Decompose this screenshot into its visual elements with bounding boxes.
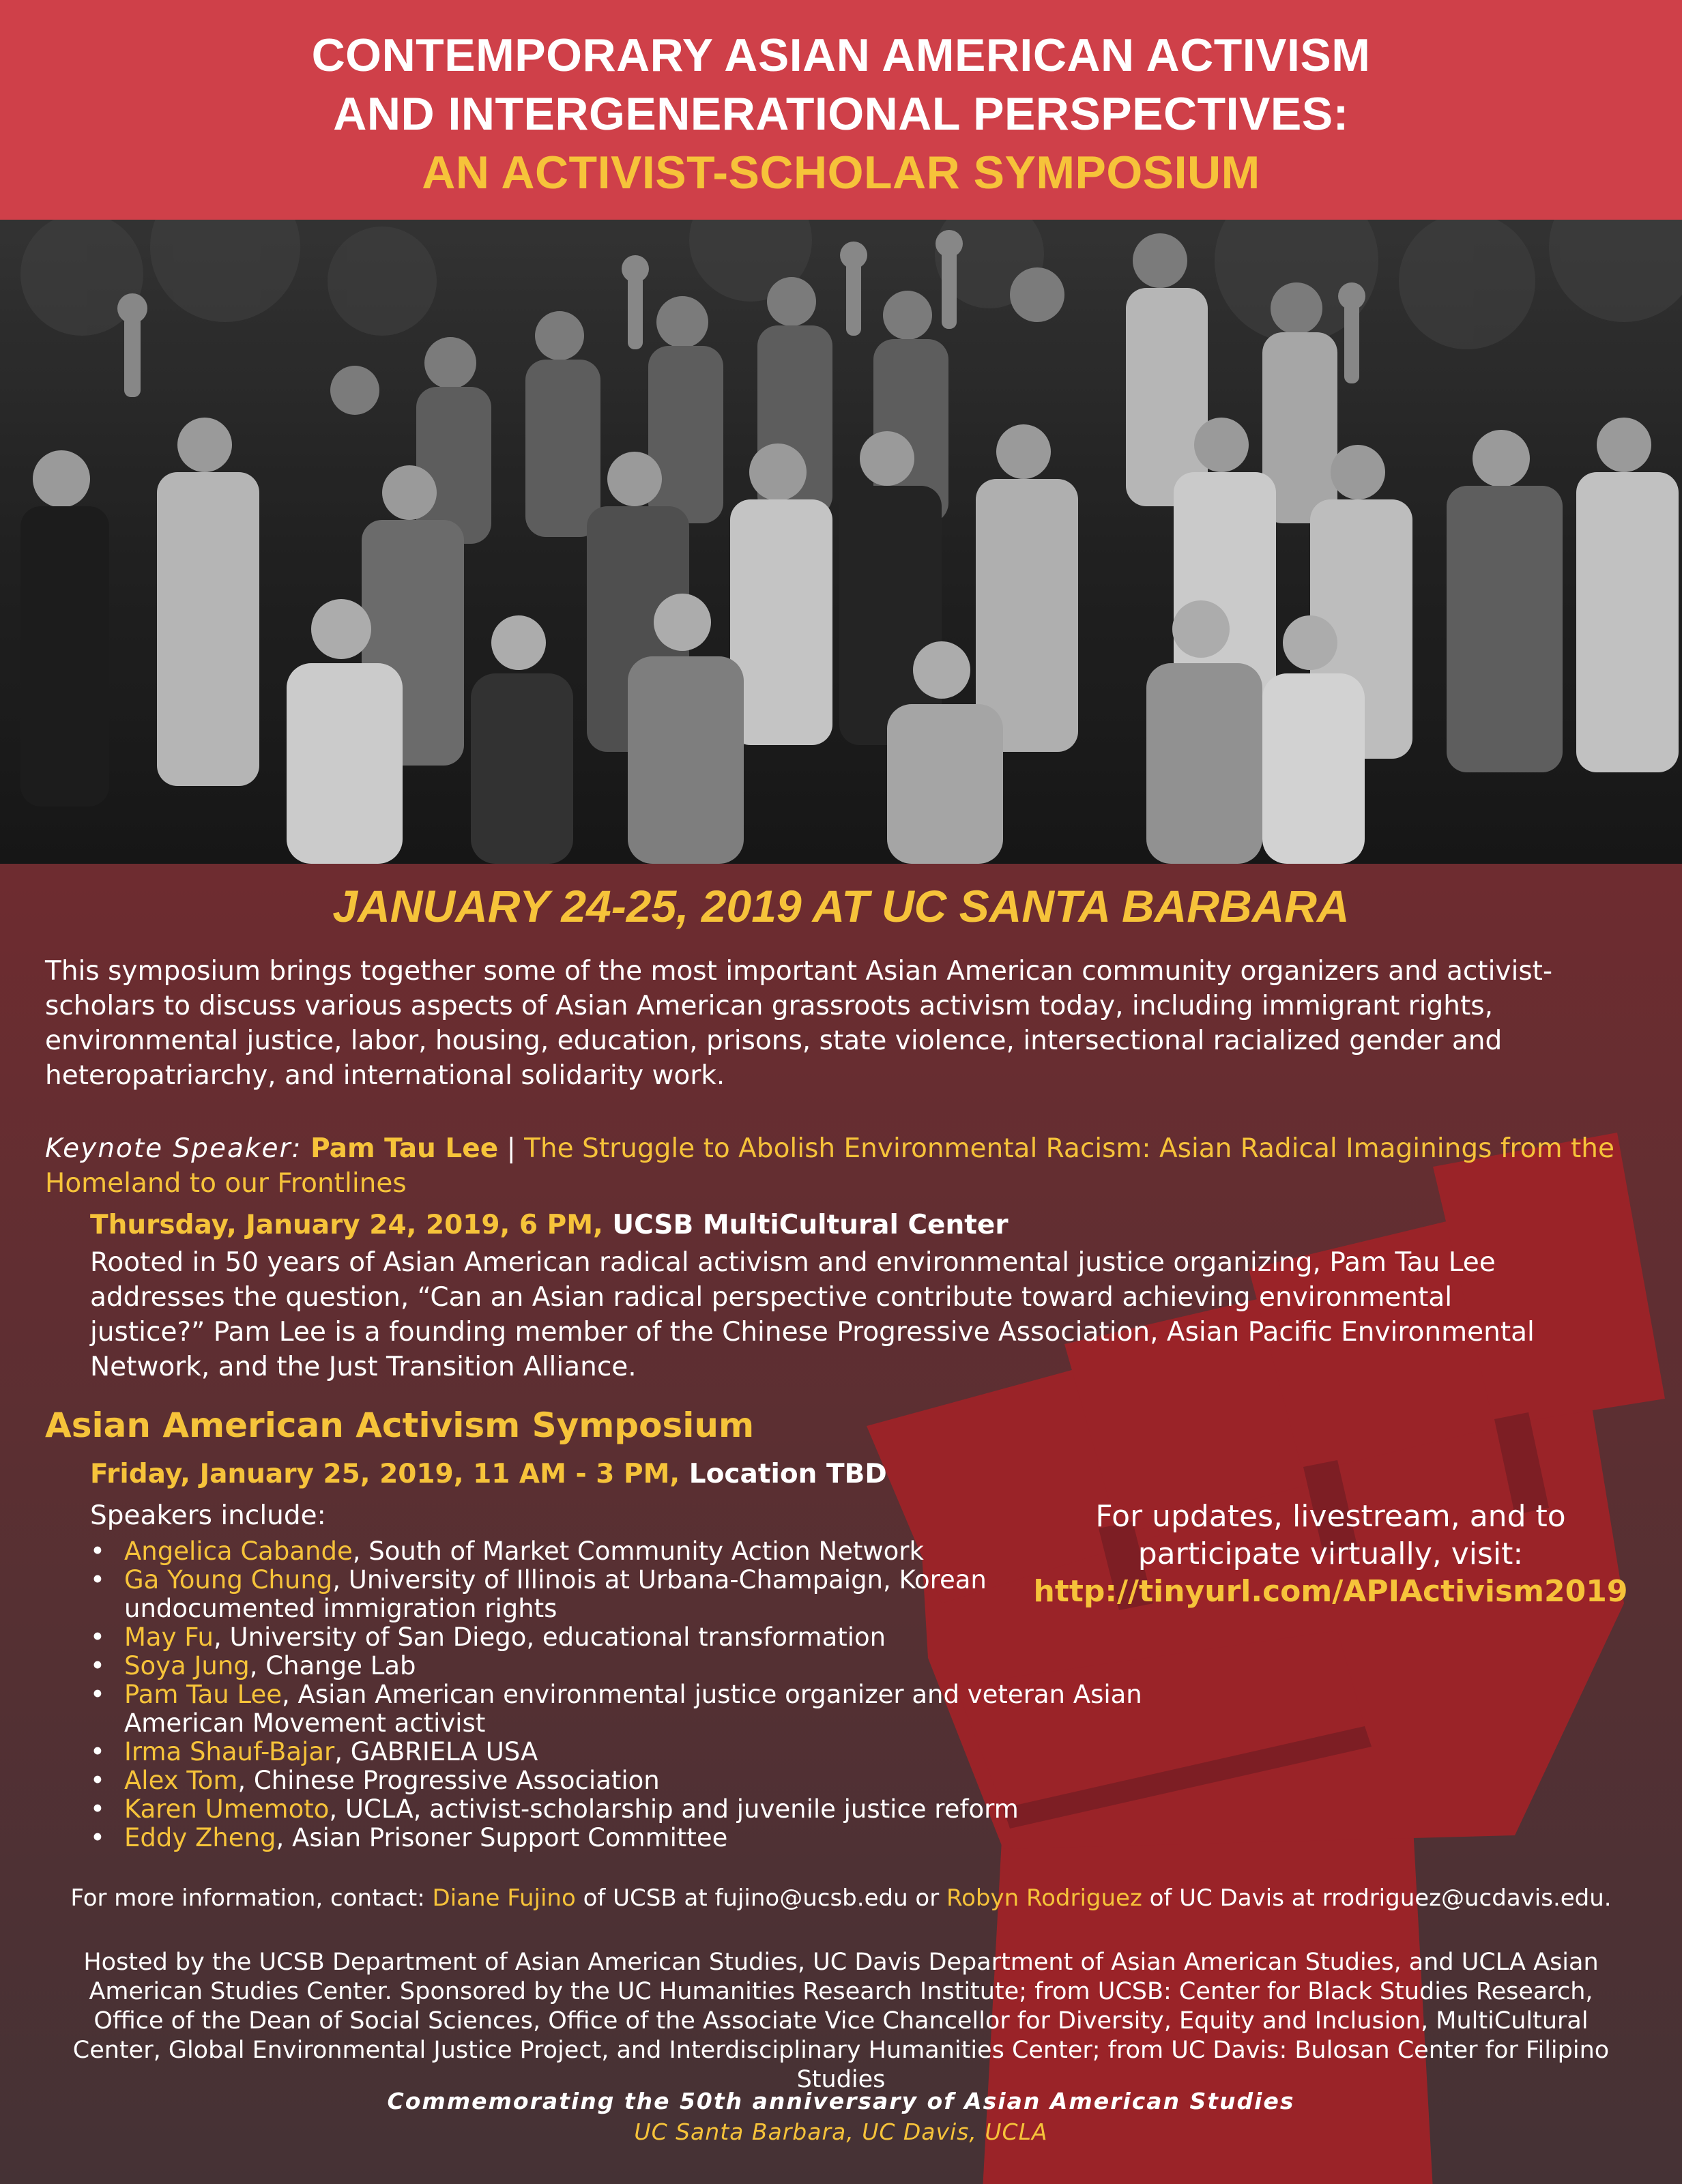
contact-email-1: of UCSB at fujino@ucsb.edu or — [575, 1884, 947, 1912]
list-item — [90, 1795, 1182, 1824]
keynote-line — [45, 1131, 1642, 1201]
contact-name-2: Robyn Rodriguez — [946, 1884, 1142, 1912]
speaker-affiliation: , Asian Prisoner Support Committee — [276, 1823, 728, 1852]
speaker-name: Angelica Cabande — [124, 1537, 353, 1566]
updates-line-2: participate virtually, visit: — [1137, 1537, 1524, 1571]
contact-email-2: of UC Davis at rrodriguez@ucdavis.edu. — [1142, 1884, 1612, 1912]
group-photo-illustration — [0, 220, 1682, 864]
hosts-sponsors-paragraph: Hosted by the UCSB Department of Asian American Studies, UC Davis Department of Asian American Studies, and UCLA Asian American Studies Center. Sponsored by the UC Humanities Research Institute; from UCSB: Center for Black Studies Research, Office of the Dean of Social Sciences, Office of the Associate Vice Chancellor for Diversity, Equity and Inclusion, MultiCultural Center, Global Environmental Justice Project, and Interdisciplinary Humanities Center; from UC Davis: Bulosan Center for Filipino Studies — [72, 1949, 1610, 2093]
speaker-affiliation: , Chinese Progressive Association — [237, 1766, 660, 1795]
speaker-affiliation: , University of San Diego, educational transformation — [213, 1622, 886, 1652]
contact-prefix: For more information, contact: — [70, 1884, 433, 1912]
keynote-label: Keynote Speaker: — [45, 1133, 302, 1164]
contact-name-1: Diane Fujino — [432, 1884, 576, 1912]
updates-line-1: For updates, livestream, and to — [1095, 1499, 1566, 1534]
symposium-location: Location TBD — [688, 1459, 887, 1489]
keynote-description: Rooted in 50 years of Asian American radical activism and environmental justice organizing, Pam Tau Lee addresses the question, “Can an Asian radical perspective contribute toward achieving environmental justice?” Pam Lee is a founding member of the Chinese Progressive Association, Asian Pacific Environmental Network, and the Just Transition Alliance. — [90, 1247, 1535, 1382]
keynote-datetime-line — [90, 1208, 1557, 1242]
campuses-line: UC Santa Barbara, UC Davis, UCLA — [634, 2119, 1048, 2145]
speaker-name: Pam Tau Lee — [124, 1680, 282, 1709]
speaker-name: May Fu — [124, 1622, 214, 1652]
group-photo — [0, 220, 1682, 864]
symposium-datetime: Friday, January 25, 2019, 11 AM - 3 PM, — [90, 1459, 680, 1489]
updates-callout — [989, 1498, 1672, 1610]
contact-line — [0, 1884, 1682, 1912]
keynote-datetime: Thursday, January 24, 2019, 6 PM, — [90, 1210, 603, 1240]
speaker-name: Alex Tom — [124, 1766, 238, 1795]
symposium-title: Asian American Activism Symposium — [45, 1406, 755, 1445]
list-item — [90, 1623, 1182, 1652]
keynote-separator: | — [506, 1133, 516, 1164]
list-item — [90, 1766, 1182, 1795]
keynote-speaker-name: Pam Tau Lee — [310, 1133, 499, 1164]
speaker-affiliation: , Change Lab — [249, 1651, 416, 1680]
list-item — [90, 1680, 1182, 1738]
list-item — [90, 1652, 1182, 1680]
speaker-name: Eddy Zheng — [124, 1823, 276, 1852]
symposium-datetime-line — [90, 1457, 1182, 1491]
speaker-name: Soya Jung — [124, 1651, 250, 1680]
list-item — [90, 1824, 1182, 1852]
speakers-label: Speakers include: — [90, 1500, 326, 1531]
subtitle-line: AN ACTIVIST-SCHOLAR SYMPOSIUM — [422, 147, 1260, 199]
header-band — [0, 0, 1682, 220]
keynote-location: UCSB MultiCultural Center — [612, 1210, 1009, 1240]
speaker-affiliation: , UCLA, activist-scholarship and juvenile justice reform — [329, 1794, 1019, 1824]
speaker-affiliation: , Asian American environmental justice organizer and veteran Asian American Movement activist — [124, 1680, 1142, 1738]
speaker-affiliation: , South of Market Community Action Network — [352, 1537, 924, 1566]
speaker-name: Ga Young Chung — [124, 1565, 333, 1595]
speaker-name: Irma Shauf-Bajar — [124, 1737, 335, 1766]
list-item — [90, 1738, 1182, 1766]
symposium-url-link[interactable]: http://tinyurl.com/APIActivism2019 — [1033, 1574, 1628, 1609]
commemoration-line: Commemorating the 50th anniversary of Asian American Studies — [387, 2088, 1295, 2114]
title-line-2: AND INTERGENERATIONAL PERSPECTIVES: — [333, 88, 1349, 140]
speaker-affiliation: , University of Illinois at Urbana-Champaign, Korean undocumented immigration rights — [124, 1565, 987, 1623]
intro-paragraph: This symposium brings together some of the most important Asian American community organizers and activist-scholars to discuss various aspects of Asian American grassroots activism today, including immigrant rights, environmental justice, labor, housing, education, prisons, state violence, intersectional racialized gender and heteropatriarchy, and international solidarity work. — [45, 956, 1553, 1091]
title-line-1: CONTEMPORARY ASIAN AMERICAN ACTIVISM — [311, 29, 1371, 81]
event-date-banner: JANUARY 24-25, 2019 AT UC SANTA BARBARA — [332, 881, 1350, 931]
keynote-details — [90, 1208, 1557, 1384]
speaker-affiliation: , GABRIELA USA — [334, 1737, 538, 1766]
keynote-talk-title: The Struggle to Abolish Environmental Racism: Asian Radical Imaginings from the Homeland to our Frontlines — [45, 1133, 1614, 1199]
speaker-name: Karen Umemoto — [124, 1794, 330, 1824]
